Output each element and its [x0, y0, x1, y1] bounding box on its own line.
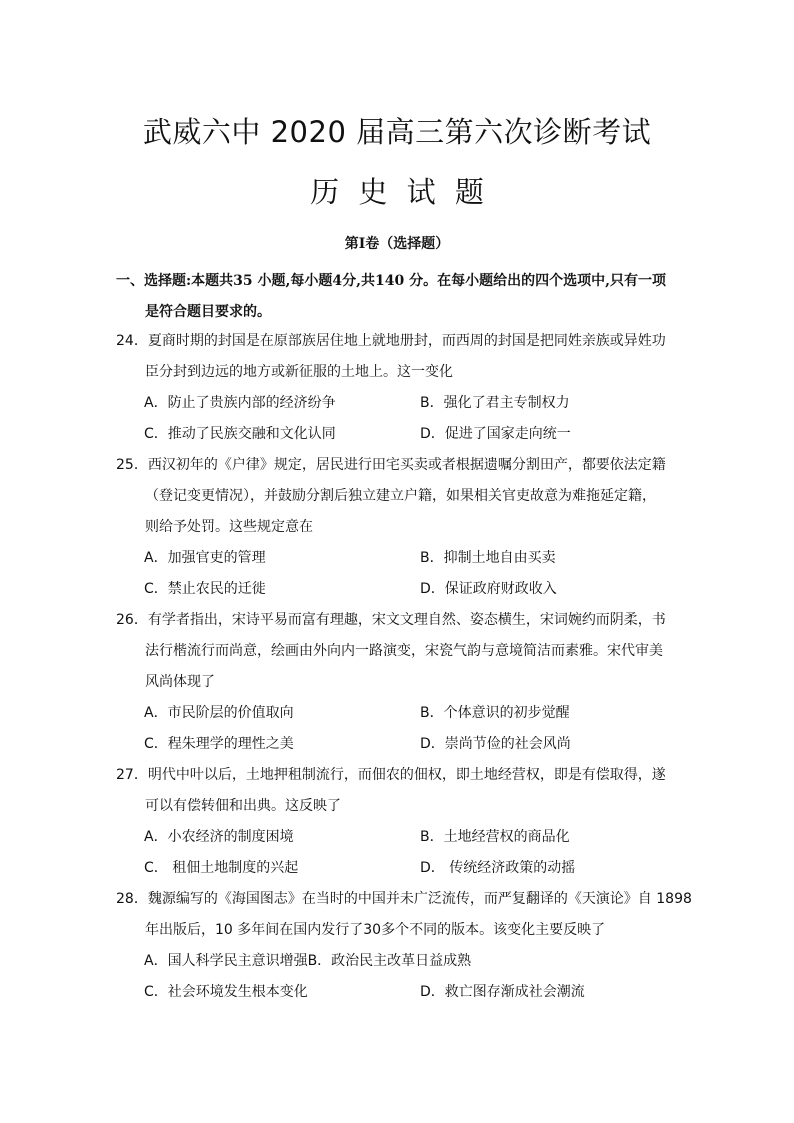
question-stem [116, 450, 696, 543]
option-a[interactable]: A．小农经济的制度困境 [144, 829, 294, 845]
option-d[interactable]: D．崇尚节俭的社会风尚 [420, 736, 571, 752]
option-d[interactable]: D． 传统经济政策的动摇 [420, 860, 576, 876]
stem-line: 臣分封到边远的地方或新征服的土地上。这一变化 [145, 364, 453, 380]
stem-line: 则给予处罚。这些规定意在 [145, 519, 313, 535]
instructions-line-2: 是符合题目要求的。 [145, 304, 271, 320]
option-a[interactable]: A．防止了贵族内部的经济纷争 [144, 395, 336, 411]
question-26 [116, 605, 696, 760]
question-28 [116, 884, 696, 1008]
exam-subtitle: 历 史 试 题 [310, 175, 484, 209]
option-d[interactable]: D．促进了国家走向统一 [420, 426, 571, 442]
option-c[interactable]: C．禁止农民的迁徙 [144, 581, 266, 597]
option-c[interactable]: C．程朱理学的理性之美 [144, 736, 294, 752]
option-c[interactable]: C． 租佃土地制度的兴起 [144, 860, 299, 876]
stem-line: 法行楷流行而尚意，绘画由外向内一路演变，宋瓷气韵与意境简洁而素雅。宋代审美 [145, 643, 663, 659]
option-b[interactable]: B．个体意识的初步觉醒 [420, 705, 570, 721]
options [116, 543, 696, 605]
question-stem [116, 605, 696, 698]
instructions-line-1: 一、选择题:本题共35 小题,每小题4分,共140 分。在每小题给出的四个选项中,只有一项 [116, 273, 666, 289]
stem-line: 27．明代中叶以后，土地押租制流行，而佃农的佃权，即土地经营权，即是有偿取得，遂 [116, 767, 666, 783]
option-d[interactable]: D．救亡图存渐成社会潮流 [420, 984, 585, 1000]
options [116, 822, 696, 884]
option-c[interactable]: C．推动了民族交融和文化认同 [144, 426, 336, 442]
option-a[interactable]: A．加强官吏的管理 [144, 550, 266, 566]
question-24 [116, 326, 696, 450]
stem-line: 25．西汉初年的《户律》规定，居民进行田宅买卖或者根据遗嘱分割田产，都要依法定籍 [116, 457, 666, 473]
stem-line: 26．有学者指出，宋诗平易而富有理趣，宋文文理自然、姿态横生，宋词婉约而阴柔，书 [116, 612, 666, 628]
instructions [116, 266, 692, 328]
question-stem [116, 760, 696, 822]
option-b[interactable]: B．抑制土地自由买卖 [420, 550, 556, 566]
section-heading: 第Ⅰ卷（选择题） [344, 236, 450, 252]
option-a[interactable]: A．市民阶层的价值取向 [144, 705, 294, 721]
option-b[interactable]: B．强化了君主专制权力 [420, 395, 570, 411]
question-27 [116, 760, 696, 884]
option-b[interactable]: B．土地经营权的商品化 [420, 829, 570, 845]
option-c[interactable]: C．社会环境发生根本变化 [144, 984, 308, 1000]
exam-title: 武威六中 2020 届高三第六次诊断考试 [142, 115, 652, 149]
stem-line: 年出版后，10 多年间在国内发行了30多个不同的版本。该变化主要反映了 [145, 922, 606, 938]
stem-line: （登记变更情况），并鼓励分割后独立建立户籍，如果相关官吏故意为难拖延定籍， [145, 488, 656, 504]
stem-line: 可以有偿转佃和出典。这反映了 [145, 798, 341, 814]
options [116, 388, 696, 450]
stem-line: 24．夏商时期的封国是在原部族居住地上就地册封，而西周的封国是把同姓亲族或异姓功 [116, 333, 666, 349]
stem-line: 风尚体现了 [145, 674, 215, 690]
question-25 [116, 450, 696, 605]
options [116, 698, 696, 760]
option-a-b[interactable]: A．国人科学民主意识增强B．政治民主改革日益成熟 [144, 953, 472, 969]
stem-line: 28．魏源编写的《海国图志》在当时的中国并未广泛流传，而严复翻译的《天演论》自 1898 [116, 891, 692, 907]
options [116, 946, 696, 1008]
question-list [116, 326, 696, 1008]
question-stem [116, 884, 696, 946]
option-d[interactable]: D．保证政府财政收入 [420, 581, 557, 597]
question-stem [116, 326, 696, 388]
